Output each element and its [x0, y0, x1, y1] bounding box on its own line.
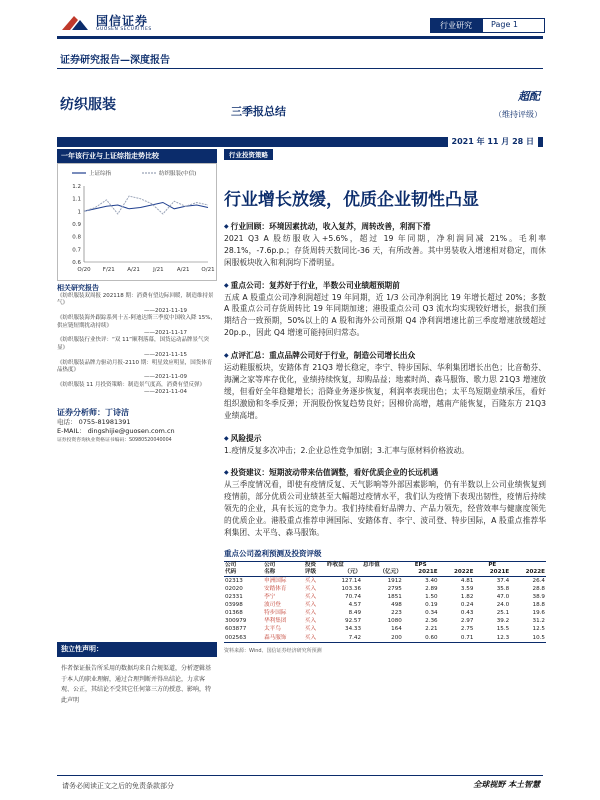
table-cell: 8.49 [348, 610, 362, 617]
category-tag: 行业研究 [430, 18, 482, 33]
bullet-heading: ◆ 投资建议：短期波动带来估值调整，看好优质企业的长远机遇 [224, 467, 546, 479]
table-cell: 森马服饰 [263, 634, 304, 643]
table-cell: 2.21 [425, 626, 438, 633]
table-header-cell [439, 561, 475, 569]
report-subtitle: 三季报总结 [231, 105, 286, 118]
related-report-date: ——2021-11-19 [144, 307, 187, 314]
table-cell: 300979 [225, 618, 247, 625]
table-cell: 买入 [304, 626, 317, 633]
table-cell: 0.19 [425, 602, 438, 609]
table-row [224, 576, 546, 585]
related-report-item[interactable] [57, 337, 217, 359]
table-cell: 华利集团 [264, 618, 287, 625]
x-tick-label: F/21 [102, 267, 115, 273]
related-report-item[interactable] [57, 315, 217, 337]
table-cell: 70.74 [345, 594, 362, 601]
table-cell: 买入 [304, 585, 317, 592]
analyst-phone: 电话： 0755-81981391 [57, 417, 131, 426]
analyst-block [57, 407, 217, 443]
y-tick-label: 1.1 [72, 196, 81, 203]
table-header-row [224, 561, 546, 569]
table-cell: 10.5 [510, 634, 546, 643]
table-cell: 0.71 [439, 634, 475, 643]
table-header-cell: （亿元） [362, 569, 403, 577]
table-cell: 李宁 [264, 594, 276, 601]
related-report-date: ——2021-11-09 [144, 374, 187, 381]
table-cell: 4.81 [460, 577, 474, 584]
table-cell: 3.40 [425, 577, 438, 584]
table-cell: 太平鸟 [264, 626, 281, 633]
table-cell: 127.14 [341, 577, 362, 584]
page-tag [430, 18, 545, 33]
table-cell: 1.50 [425, 594, 438, 601]
table-cell: 38.9 [532, 594, 545, 601]
table-source: 资料来源：Wind、国信证券经济研究所预测 [224, 647, 322, 654]
table-cell: 03998 [225, 602, 243, 609]
table-cell: 3.59 [460, 585, 474, 592]
table-row [224, 609, 546, 617]
bullet-summary [224, 350, 546, 421]
table-cell: 0.34 [425, 610, 438, 617]
table-cell: 15.5 [496, 626, 510, 633]
table-cell: 买入 [304, 602, 317, 609]
y-tick-label: 0.8 [72, 234, 81, 241]
table-cell: 1.82 [460, 594, 474, 601]
chart-svg [58, 164, 216, 280]
footer-slogan: 全球视野 本土智慧 [473, 780, 540, 789]
table-header-cell: 昨收盘 [326, 561, 362, 569]
table-header-cell [510, 561, 546, 569]
table-cell: 603877 [225, 626, 247, 633]
rating-note: （维持评级） [494, 110, 542, 119]
table-header-cell: 代码 [224, 569, 263, 577]
main-title: 行业增长放缓，优质企业韧性凸显 [224, 190, 479, 210]
table-header-cell: 2022E [439, 569, 475, 577]
table-cell: 92.57 [345, 618, 362, 625]
related-report-text: 《纺织服装双周报 202118 期：消费有望边际回暖，制造维持景气》 [57, 293, 214, 307]
related-report-item[interactable] [57, 293, 217, 315]
related-report-item[interactable] [57, 382, 217, 397]
y-tick-label: 0.7 [72, 247, 81, 254]
table-row [224, 585, 546, 593]
table-cell: 买入 [304, 618, 317, 625]
table-cell: 498 [391, 602, 402, 609]
table-cell: 买入 [304, 610, 317, 617]
related-report-date: ——2021-11-17 [144, 330, 187, 337]
table-cell: 2.89 [425, 585, 438, 592]
table-cell: 25.1 [496, 610, 510, 617]
table-cell: 买入 [304, 577, 317, 584]
analyst-email[interactable]: E-MAIL： dingshijie@guosen.com.cn [57, 426, 175, 435]
industry-name: 纺织服装 [60, 97, 116, 113]
table-cell: 02331 [225, 594, 243, 601]
table-header-cell: 总市值 [362, 561, 403, 569]
table-cell: 0.43 [460, 610, 474, 617]
y-tick-label: 0.9 [72, 222, 81, 228]
table-header-cell: EPS [403, 561, 439, 569]
rating: 超配 [518, 90, 540, 103]
table-cell: 安踏体育 [264, 585, 287, 592]
related-report-text: 《纺织服装品牌力驱动月报-2110 期：明星效应明显，国货体育品热度》 [57, 359, 213, 374]
table-cell: 7.42 [326, 634, 362, 643]
bullet-risks [224, 433, 546, 457]
table-cell: 28.8 [532, 585, 545, 592]
table-cell: 02020 [225, 585, 243, 592]
related-report-text: 《纺织服装海外跟踪系列十五-阿迪达斯三季度中国收入降 15%，供应链短期扰动持续》 [57, 315, 216, 329]
table-cell: 223 [391, 610, 402, 617]
header-rule-thin [57, 68, 543, 69]
x-tick-label: J/21 [153, 267, 164, 273]
related-report-text: 《纺织服装行业快评：“双 11”顺利落幕，国货运动品牌景气突显》 [57, 337, 209, 351]
table-row [224, 625, 546, 633]
table-header-cell: 2021E [403, 569, 439, 577]
table-cell: 39.2 [496, 618, 510, 625]
table-cell: 002563 [224, 634, 263, 643]
table-row [224, 601, 546, 609]
table-cell: 34.33 [345, 626, 362, 633]
table-row [224, 593, 546, 601]
table-cell: 0.24 [460, 602, 474, 609]
table-header-cell: 公司 [263, 561, 304, 569]
index-comparison-chart [57, 163, 217, 281]
related-report-text: 《纺织服装 11 月投资策略：制造景气度高，消费有望反弹》 [57, 381, 205, 388]
x-tick-label: A/21 [127, 267, 140, 273]
logo-name: 国信证券 [96, 13, 149, 28]
table-cell: 1912 [387, 577, 402, 584]
y-tick-label: 0.6 [72, 260, 81, 266]
table-cell: 35.8 [496, 585, 510, 592]
table-cell: 1080 [387, 618, 402, 625]
table-header-cell: PE [474, 561, 510, 569]
bullet-heading: ◆ 行业回顾：环境因素扰动，收入复苏，周转改善，利润下滑 [224, 221, 546, 233]
table-header-cell: 评级 [304, 569, 326, 577]
table-row [224, 617, 546, 625]
table-cell: 2.75 [460, 626, 474, 633]
series-line [84, 203, 208, 212]
series-line [84, 196, 208, 214]
y-tick-label: 1.2 [72, 184, 81, 190]
related-report-item[interactable] [57, 360, 217, 382]
bullet-body: 2021 Q3 A 股纺服收入+5.6%，超过 19 年同期，净利润同减 21%。毛利率 28.1%，-7.6p.p.；存货周转天数同比-36 天，有所改善。其中男装收入增速相对稳定，而休闲服板块收入和利润均下滑明显。 [224, 233, 546, 267]
table-header-cell: 投资 [304, 561, 326, 569]
x-tick-label: O/20 [77, 267, 91, 273]
table-cell: 特步国际 [264, 610, 287, 617]
report-type: 证券研究报告—深度报告 [60, 55, 170, 66]
guosen-logo-icon [60, 14, 90, 32]
table-cell: 申洲国际 [264, 577, 287, 584]
table-cell: 47.0 [496, 594, 510, 601]
table-cell: 02313 [225, 577, 243, 584]
table-cell: 31.2 [532, 618, 545, 625]
footer-disclaimer: 请务必阅读正文之后的免责条款部分 [62, 782, 174, 790]
bullet-body: 五成 A 股重点公司净利润超过 19 年同期，近 1/3 公司净利润比 19 年增长超过 20%；多数 A 股重点公司存货周转比 19 年同期加速；港股重点公司 Q3 流水均实现较好增长，据我们预期结合一致预期，50%以上的 A 股和海外公司预期 Q4 净利润增速比前三季度增速放缓超过 20p.p.，因此 Q4 增速可能持回归常态。 [224, 292, 546, 338]
table-cell: 2795 [387, 585, 402, 592]
company-logo [60, 14, 152, 32]
table-cell: 01368 [225, 610, 243, 617]
y-tick-label: 1 [77, 209, 81, 216]
footer-rule [57, 775, 543, 776]
related-report-date: ——2021-11-04 [144, 389, 187, 396]
page-number: Page 1 [482, 18, 545, 33]
table-cell: 波司登 [264, 602, 281, 609]
table-title: 重点公司盈利预测及投资评级 [224, 548, 322, 558]
table-cell: 24.0 [496, 602, 510, 609]
chart-heading: 一年该行业与上证综指走势比较 [57, 149, 217, 163]
section-label: 行业投资策略 [224, 149, 273, 160]
table-header-cell: 名称 [263, 569, 304, 577]
bullet-body: 1.疫情反复多次冲击；2.企业总性竞争加剧；3.汇率与原材料价格波动。 [224, 445, 469, 455]
related-report-date: ——2021-11-15 [144, 352, 187, 359]
report-date: 2021 年 11 月 28 日 [448, 136, 538, 147]
bullet-industry-review [224, 221, 546, 269]
table-header-cell: 2022E [510, 569, 546, 577]
table-cell: 2.97 [460, 618, 474, 625]
x-tick-label: A/21 [176, 267, 190, 273]
related-reports-list [57, 293, 217, 397]
bullet-heading: ◆ 风险提示 [224, 433, 546, 445]
analyst-name: 证券分析师：丁诗洁 [57, 407, 129, 417]
logo-subtitle: GUOSEN SECURITIES [96, 26, 152, 32]
bullet-key-companies [224, 280, 546, 340]
table-header-cell: 公司 [224, 561, 263, 569]
table-cell: 0.60 [403, 634, 439, 643]
table-cell: 12.5 [532, 626, 545, 633]
legend-label: 上证综指 [89, 171, 112, 177]
table-row [224, 634, 546, 643]
bullet-body: 从三季度情况看，即使有疫情反复、天气影响等外部因素影响，仍有半数以上公司业绩恢复到疫情前，部分优质公司业绩甚至大幅超过疫情水平，我们认为疫情下表现出韧性，疫情后持续领先的企业，具有长远的竞争力。我们持续看好品牌力、产品力领先，经营效率与健康度领先的优质企业。港股重点推荐申洲国际、安踏体育、李宁、波司登、特步国际，A 股重点推荐华利集团、太平鸟、森马服饰。 [224, 480, 546, 537]
left-column [57, 149, 217, 709]
table-header-row [224, 569, 546, 577]
disclaimer-heading: 独立性声明： [57, 642, 217, 656]
table-cell: 12.3 [474, 634, 510, 643]
table-body [224, 576, 546, 642]
table-cell: 18.8 [532, 602, 545, 609]
table-header-cell: 2021E [474, 569, 510, 577]
table-header-cell: （元） [326, 569, 362, 577]
table-cell: 164 [391, 626, 402, 633]
table-cell: 4.57 [348, 602, 362, 609]
table-cell: 2.36 [425, 618, 438, 625]
table-cell: 103.36 [341, 585, 362, 592]
related-reports-title: 相关研究报告 [57, 284, 99, 292]
disclaimer-text: 作者保证报告所采用的数据均来自合规渠道，分析逻辑基于本人的职业理解，通过合理判断并得出结论，力求客观、公正，其结论不受其它任何第三方的授意、影响，特此声明 [57, 656, 217, 713]
table-cell: 26.4 [532, 577, 545, 584]
table-cell: 200 [362, 634, 403, 643]
x-tick-label: O/21 [201, 267, 215, 273]
analyst-cert: 证券投资咨询执业资格证书编码：S0980520040004 [57, 437, 172, 443]
main-content [224, 149, 546, 654]
table-cell: 19.6 [532, 610, 545, 617]
bullet-body: 运动鞋服板块，安踏体育 21Q3 增长稳定，李宁、特步国际、华利集团增长出色；比音勒芬、海澜之家等库存优化，业绩持续恢复，却购品益；地素时尚、森马服饰、歌力思 21Q3 增速放缓，但看好全年稳健增长；沿降业务逐步恢复，利润率表现出色；太平鸟短期业绩承压，看好组织激励和冬季反弹；开润股份恢复趋势良好；因棉价高增，越南产能恢复，百隆东方 21Q3 业绩高增。 [224, 363, 546, 420]
table-cell: 37.4 [496, 577, 510, 584]
independence-statement [57, 642, 217, 713]
bullet-heading: ◆ 重点公司：复苏好于行业，半数公司业绩超预期前 [224, 280, 546, 292]
header-rule [57, 36, 543, 39]
bullet-investment-advice [224, 467, 546, 538]
table-cell: 1851 [387, 594, 402, 601]
legend-label: 纺织服装(中信) [159, 171, 197, 177]
table-cell: 买入 [304, 594, 317, 601]
forecast-table [224, 561, 546, 643]
bullet-heading: ◆ 点评汇总：重点品牌公司好于行业，制造公司增长出众 [224, 350, 546, 362]
table-cell: 买入 [304, 634, 326, 643]
